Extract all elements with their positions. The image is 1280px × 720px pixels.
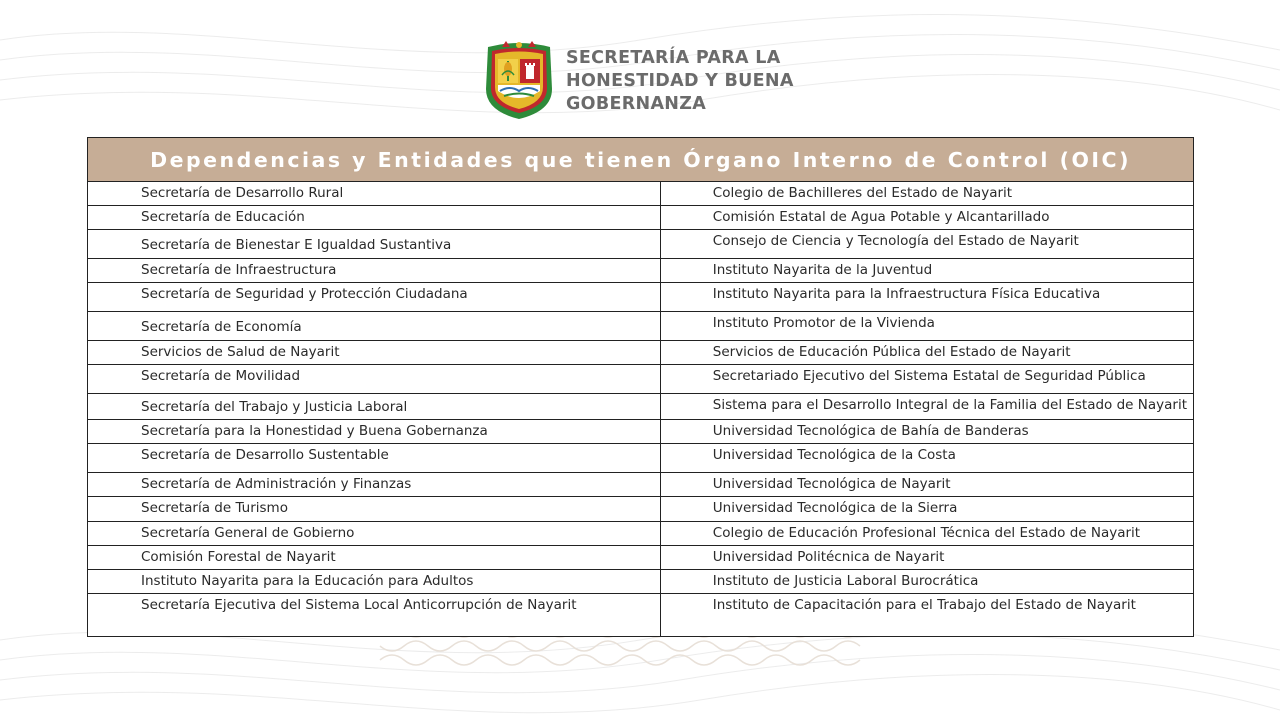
table-cell-left: Secretaría General de Gobierno: [88, 522, 661, 546]
org-name: [566, 47, 794, 116]
table-cell-left: Secretaría de Infraestructura: [88, 259, 661, 283]
table-cell-right: Universidad Tecnológica de la Sierra: [660, 497, 1193, 522]
table-cell-left: Secretaría de Desarrollo Sustentable: [88, 444, 661, 473]
table-row: [88, 365, 1194, 394]
table-cell-left: Secretaría de Economía: [88, 312, 661, 341]
table-cell-right: Universidad Politécnica de Nayarit: [660, 546, 1193, 570]
table-row: [88, 283, 1194, 312]
table-row: [88, 420, 1194, 444]
table-cell-right: Instituto de Justicia Laboral Burocrática: [660, 570, 1193, 594]
table-row: [88, 394, 1194, 420]
table-cell-left: Servicios de Salud de Nayarit: [88, 341, 661, 365]
table-cell-right: Sistema para el Desarrollo Integral de la Familia del Estado de Nayarit: [660, 394, 1193, 420]
table-cell-left: Secretaría de Turismo: [88, 497, 661, 522]
table-row: [88, 522, 1194, 546]
table-row: [88, 182, 1194, 206]
table-cell-right: Universidad Tecnológica de Nayarit: [660, 473, 1193, 497]
table-row: [88, 444, 1194, 473]
table-row: [88, 230, 1194, 259]
table-cell-right: Comisión Estatal de Agua Potable y Alcantarillado: [660, 206, 1193, 230]
table-cell-left: Secretaría Ejecutiva del Sistema Local Anticorrupción de Nayarit: [88, 594, 661, 637]
table-row: [88, 206, 1194, 230]
nayarit-coat-of-arms-icon: [482, 41, 556, 121]
table-row: [88, 570, 1194, 594]
table-cell-left: Secretaría de Administración y Finanzas: [88, 473, 661, 497]
table-cell-right: Instituto Promotor de la Vivienda: [660, 312, 1193, 341]
table-cell-left: Secretaría de Bienestar E Igualdad Sustantiva: [88, 230, 661, 259]
table-row: [88, 473, 1194, 497]
org-name-line-3: GOBERNANZA: [566, 93, 707, 114]
table-cell-right: Colegio de Bachilleres del Estado de Nayarit: [660, 182, 1193, 206]
table-cell-left: Secretaría para la Honestidad y Buena Gobernanza: [88, 420, 661, 444]
table-cell-left: Secretaría del Trabajo y Justicia Laboral: [88, 394, 661, 420]
table-cell-right: Consejo de Ciencia y Tecnología del Estado de Nayarit: [660, 230, 1193, 259]
table-cell-left: Secretaría de Desarrollo Rural: [88, 182, 661, 206]
table-row: [88, 312, 1194, 341]
table-row: [88, 546, 1194, 570]
org-name-line-2: HONESTIDAD Y BUENA: [566, 70, 794, 91]
table-cell-right: Colegio de Educación Profesional Técnica del Estado de Nayarit: [660, 522, 1193, 546]
table-cell-left: Secretaría de Seguridad y Protección Ciudadana: [88, 283, 661, 312]
table-cell-right: Instituto de Capacitación para el Trabajo del Estado de Nayarit: [660, 594, 1193, 637]
table-cell-left: Secretaría de Movilidad: [88, 365, 661, 394]
table-cell-left: Instituto Nayarita para la Educación para Adultos: [88, 570, 661, 594]
table-cell-right: Universidad Tecnológica de la Costa: [660, 444, 1193, 473]
table-cell-right: Secretariado Ejecutivo del Sistema Estatal de Seguridad Pública: [660, 365, 1193, 394]
table-cell-right: Universidad Tecnológica de Bahía de Banderas: [660, 420, 1193, 444]
table-row: [88, 341, 1194, 365]
table-cell-right: Instituto Nayarita para la Infraestructura Física Educativa: [660, 283, 1193, 312]
table-row: [88, 594, 1194, 637]
table-row: [88, 497, 1194, 522]
table-cell-right: Servicios de Educación Pública del Estado de Nayarit: [660, 341, 1193, 365]
table-header-row: [88, 138, 1194, 182]
header: [482, 40, 794, 122]
table-cell-left: Secretaría de Educación: [88, 206, 661, 230]
oic-table: [87, 137, 1194, 637]
table-title: Dependencias y Entidades que tienen Órgano Interno de Control (OIC): [88, 138, 1194, 182]
table-row: [88, 259, 1194, 283]
table-cell-right: Instituto Nayarita de la Juventud: [660, 259, 1193, 283]
table-cell-left: Comisión Forestal de Nayarit: [88, 546, 661, 570]
org-name-line-1: SECRETARÍA PARA LA: [566, 47, 781, 68]
